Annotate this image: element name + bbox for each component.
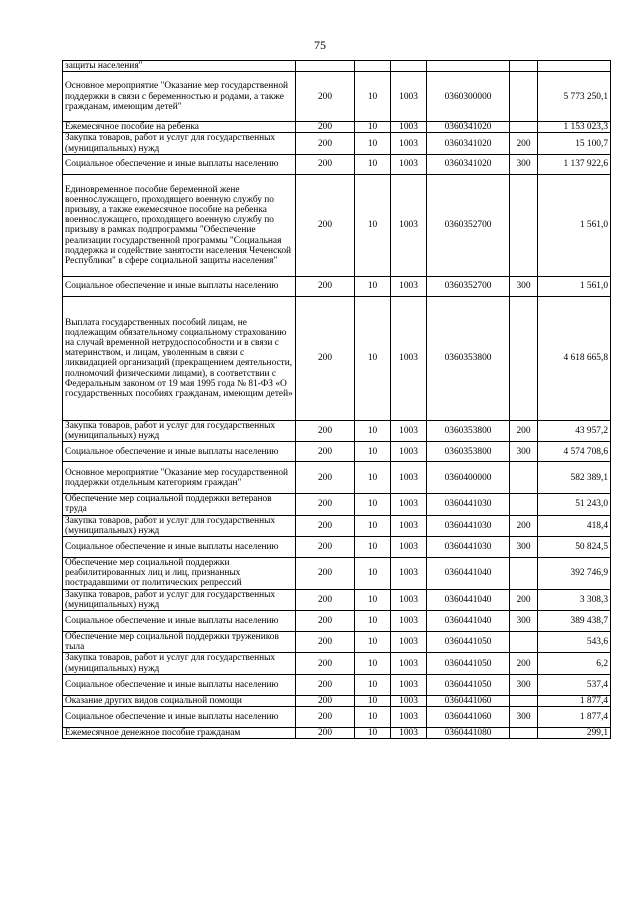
cell-grbs-code: 200 <box>296 494 355 515</box>
cell-description: Ежемесячное пособие на ребенка <box>63 122 296 133</box>
cell-grbs-code: 200 <box>296 133 355 154</box>
table-row <box>63 61 611 72</box>
cell-subsection: 1003 <box>391 558 427 590</box>
cell-grbs-code: 200 <box>296 122 355 133</box>
cell-description: Обеспечение мер социальной поддержки тружеников тыла <box>63 632 296 653</box>
cell-target-article: 0360441080 <box>427 728 510 739</box>
cell-amount: 1 877,4 <box>538 695 611 706</box>
cell-grbs-code: 200 <box>296 611 355 632</box>
cell-description: Закупка товаров, работ и услуг для государственных (муниципальных) нужд <box>63 589 296 610</box>
cell-amount: 1 877,4 <box>538 707 611 728</box>
cell-section: 10 <box>355 133 391 154</box>
cell-section: 10 <box>355 537 391 558</box>
table-row <box>63 442 611 462</box>
cell-grbs-code: 200 <box>296 558 355 590</box>
cell-section: 10 <box>355 653 391 674</box>
cell-subsection: 1003 <box>391 728 427 739</box>
cell-amount: 418,4 <box>538 515 611 536</box>
cell-section <box>355 61 391 72</box>
cell-grbs-code: 200 <box>296 674 355 695</box>
cell-grbs-code <box>296 61 355 72</box>
cell-target-article: 0360353800 <box>427 420 510 441</box>
cell-target-article: 0360341020 <box>427 133 510 154</box>
cell-amount: 1 561,0 <box>538 276 611 296</box>
cell-description: Единовременное пособие беременной жене военнослужащего, проходящего военную службу по призыву, а также ежемесячное пособие на ребенка военнослужащего, проходящего военную службу по призыву в рамках подпрограммы "Обеспечение реализации государственной программы "Социальная поддержка и содействие занятости населения Чеченской Республики" в сфере социальной защиты населения" <box>63 174 296 276</box>
cell-expense-type: 300 <box>510 707 538 728</box>
cell-target-article: 0360441050 <box>427 632 510 653</box>
cell-section: 10 <box>355 420 391 441</box>
cell-expense-type <box>510 558 538 590</box>
cell-subsection: 1003 <box>391 174 427 276</box>
cell-description: Оказание других видов социальной помощи <box>63 695 296 706</box>
cell-target-article: 0360441040 <box>427 589 510 610</box>
table-row <box>63 296 611 420</box>
cell-expense-type <box>510 494 538 515</box>
budget-table-body <box>63 61 611 739</box>
cell-grbs-code: 200 <box>296 174 355 276</box>
cell-section: 10 <box>355 296 391 420</box>
cell-grbs-code: 200 <box>296 276 355 296</box>
cell-subsection <box>391 61 427 72</box>
cell-amount: 389 438,7 <box>538 611 611 632</box>
cell-expense-type <box>510 632 538 653</box>
cell-description: Социальное обеспечение и иные выплаты населению <box>63 611 296 632</box>
table-row <box>63 122 611 133</box>
cell-description: Социальное обеспечение и иные выплаты населению <box>63 674 296 695</box>
cell-grbs-code: 200 <box>296 515 355 536</box>
cell-target-article: 0360441060 <box>427 695 510 706</box>
cell-description: Социальное обеспечение и иные выплаты населению <box>63 276 296 296</box>
cell-expense-type <box>510 296 538 420</box>
cell-grbs-code: 200 <box>296 442 355 462</box>
cell-target-article: 0360341020 <box>427 122 510 133</box>
cell-expense-type: 200 <box>510 653 538 674</box>
cell-description: Основное мероприятие "Оказание мер государственной поддержки в связи с беременностью и родами, а также гражданам, имеющим детей" <box>63 72 296 122</box>
cell-section: 10 <box>355 558 391 590</box>
cell-amount: 543,6 <box>538 632 611 653</box>
cell-grbs-code: 200 <box>296 72 355 122</box>
cell-target-article: 0360353800 <box>427 296 510 420</box>
cell-amount: 4 618 665,8 <box>538 296 611 420</box>
table-row <box>63 695 611 706</box>
cell-description: Закупка товаров, работ и услуг для государственных (муниципальных) нужд <box>63 515 296 536</box>
cell-grbs-code: 200 <box>296 154 355 174</box>
cell-amount: 50 824,5 <box>538 537 611 558</box>
table-row <box>63 707 611 728</box>
cell-section: 10 <box>355 442 391 462</box>
cell-subsection: 1003 <box>391 122 427 133</box>
cell-description: Основное мероприятие "Оказание мер государственной поддержки отдельным категориям граждан" <box>63 462 296 494</box>
cell-expense-type: 200 <box>510 515 538 536</box>
cell-amount: 15 100,7 <box>538 133 611 154</box>
cell-section: 10 <box>355 154 391 174</box>
cell-section: 10 <box>355 632 391 653</box>
cell-grbs-code: 200 <box>296 537 355 558</box>
table-row <box>63 589 611 610</box>
table-row <box>63 420 611 441</box>
cell-section: 10 <box>355 728 391 739</box>
cell-expense-type: 200 <box>510 589 538 610</box>
cell-subsection: 1003 <box>391 462 427 494</box>
cell-expense-type <box>510 174 538 276</box>
cell-amount: 6,2 <box>538 653 611 674</box>
table-row <box>63 653 611 674</box>
cell-target-article: 0360441060 <box>427 707 510 728</box>
cell-description: Закупка товаров, работ и услуг для государственных (муниципальных) нужд <box>63 653 296 674</box>
table-row <box>63 674 611 695</box>
cell-description: Обеспечение мер социальной поддержки реабилитированных лиц и лиц, признанных пострадавшими от политических репрессий <box>63 558 296 590</box>
cell-description: Социальное обеспечение и иные выплаты населению <box>63 442 296 462</box>
cell-subsection: 1003 <box>391 537 427 558</box>
cell-amount: 392 746,9 <box>538 558 611 590</box>
cell-grbs-code: 200 <box>296 728 355 739</box>
cell-expense-type <box>510 728 538 739</box>
cell-grbs-code: 200 <box>296 296 355 420</box>
cell-amount: 4 574 708,6 <box>538 442 611 462</box>
cell-subsection: 1003 <box>391 420 427 441</box>
cell-subsection: 1003 <box>391 695 427 706</box>
cell-amount: 582 389,1 <box>538 462 611 494</box>
cell-section: 10 <box>355 122 391 133</box>
cell-description: Обеспечение мер социальной поддержки ветеранов труда <box>63 494 296 515</box>
cell-subsection: 1003 <box>391 72 427 122</box>
cell-target-article: 0360441030 <box>427 515 510 536</box>
cell-subsection: 1003 <box>391 653 427 674</box>
cell-subsection: 1003 <box>391 296 427 420</box>
cell-subsection: 1003 <box>391 632 427 653</box>
cell-grbs-code: 200 <box>296 462 355 494</box>
cell-target-article: 0360352700 <box>427 276 510 296</box>
cell-amount: 1 561,0 <box>538 174 611 276</box>
cell-grbs-code: 200 <box>296 707 355 728</box>
cell-target-article: 0360352700 <box>427 174 510 276</box>
table-row <box>63 462 611 494</box>
cell-target-article: 0360441040 <box>427 558 510 590</box>
cell-amount: 43 957,2 <box>538 420 611 441</box>
table-row <box>63 632 611 653</box>
table-row <box>63 494 611 515</box>
cell-expense-type <box>510 695 538 706</box>
cell-grbs-code: 200 <box>296 653 355 674</box>
cell-amount: 1 137 922,6 <box>538 154 611 174</box>
cell-expense-type <box>510 72 538 122</box>
cell-target-article: 0360300000 <box>427 72 510 122</box>
cell-description: Выплата государственных пособий лицам, не подлежащим обязательному социальному страхованию на случай временной нетрудоспособности и в связи с материнством, и лицам, уволенным в связи с ликвидацией организаций (прекращением деятельности, полномочий физическими лицами), в соответствии с Федеральным законом от 19 мая 1995 года № 81-ФЗ «О государственных пособиях гражданам, имеющим детей» <box>63 296 296 420</box>
cell-expense-type <box>510 61 538 72</box>
cell-amount: 1 153 023,3 <box>538 122 611 133</box>
cell-target-article: 0360353800 <box>427 442 510 462</box>
cell-amount: 299,1 <box>538 728 611 739</box>
table-row <box>63 515 611 536</box>
cell-target-article: 0360441050 <box>427 674 510 695</box>
cell-description: Закупка товаров, работ и услуг для государственных (муниципальных) нужд <box>63 420 296 441</box>
cell-description: Социальное обеспечение и иные выплаты населению <box>63 537 296 558</box>
cell-target-article <box>427 61 510 72</box>
cell-section: 10 <box>355 589 391 610</box>
cell-description: защиты населения" <box>63 61 296 72</box>
cell-subsection: 1003 <box>391 276 427 296</box>
cell-expense-type: 300 <box>510 674 538 695</box>
cell-target-article: 0360341020 <box>427 154 510 174</box>
cell-expense-type: 300 <box>510 276 538 296</box>
table-row <box>63 276 611 296</box>
cell-expense-type: 300 <box>510 442 538 462</box>
cell-subsection: 1003 <box>391 611 427 632</box>
budget-table <box>62 60 611 739</box>
cell-description: Ежемесячное денежное пособие гражданам <box>63 728 296 739</box>
cell-subsection: 1003 <box>391 674 427 695</box>
cell-subsection: 1003 <box>391 589 427 610</box>
cell-target-article: 0360441030 <box>427 537 510 558</box>
cell-expense-type: 200 <box>510 420 538 441</box>
cell-subsection: 1003 <box>391 154 427 174</box>
cell-section: 10 <box>355 707 391 728</box>
table-row <box>63 728 611 739</box>
cell-amount: 3 308,3 <box>538 589 611 610</box>
cell-description: Социальное обеспечение и иные выплаты населению <box>63 707 296 728</box>
cell-description: Закупка товаров, работ и услуг для государственных (муниципальных) нужд <box>63 133 296 154</box>
cell-description: Социальное обеспечение и иные выплаты населению <box>63 154 296 174</box>
table-row <box>63 558 611 590</box>
cell-section: 10 <box>355 494 391 515</box>
cell-target-article: 0360441040 <box>427 611 510 632</box>
table-row <box>63 537 611 558</box>
cell-grbs-code: 200 <box>296 632 355 653</box>
cell-expense-type: 200 <box>510 133 538 154</box>
cell-section: 10 <box>355 674 391 695</box>
table-row <box>63 154 611 174</box>
cell-expense-type: 300 <box>510 611 538 632</box>
cell-grbs-code: 200 <box>296 420 355 441</box>
table-row <box>63 72 611 122</box>
cell-section: 10 <box>355 174 391 276</box>
cell-amount: 51 243,0 <box>538 494 611 515</box>
cell-grbs-code: 200 <box>296 589 355 610</box>
cell-section: 10 <box>355 611 391 632</box>
cell-section: 10 <box>355 462 391 494</box>
cell-subsection: 1003 <box>391 515 427 536</box>
cell-target-article: 0360441050 <box>427 653 510 674</box>
cell-target-article: 0360441030 <box>427 494 510 515</box>
table-row <box>63 174 611 276</box>
cell-subsection: 1003 <box>391 494 427 515</box>
cell-subsection: 1003 <box>391 442 427 462</box>
cell-expense-type: 300 <box>510 537 538 558</box>
cell-amount: 5 773 250,1 <box>538 72 611 122</box>
page-number: 75 <box>314 38 326 52</box>
cell-subsection: 1003 <box>391 133 427 154</box>
cell-expense-type <box>510 462 538 494</box>
cell-subsection: 1003 <box>391 707 427 728</box>
table-row <box>63 133 611 154</box>
cell-grbs-code: 200 <box>296 695 355 706</box>
cell-amount: 537,4 <box>538 674 611 695</box>
cell-amount <box>538 61 611 72</box>
table-row <box>63 611 611 632</box>
cell-expense-type: 300 <box>510 154 538 174</box>
cell-section: 10 <box>355 695 391 706</box>
cell-section: 10 <box>355 276 391 296</box>
cell-section: 10 <box>355 72 391 122</box>
cell-target-article: 0360400000 <box>427 462 510 494</box>
cell-section: 10 <box>355 515 391 536</box>
cell-expense-type <box>510 122 538 133</box>
